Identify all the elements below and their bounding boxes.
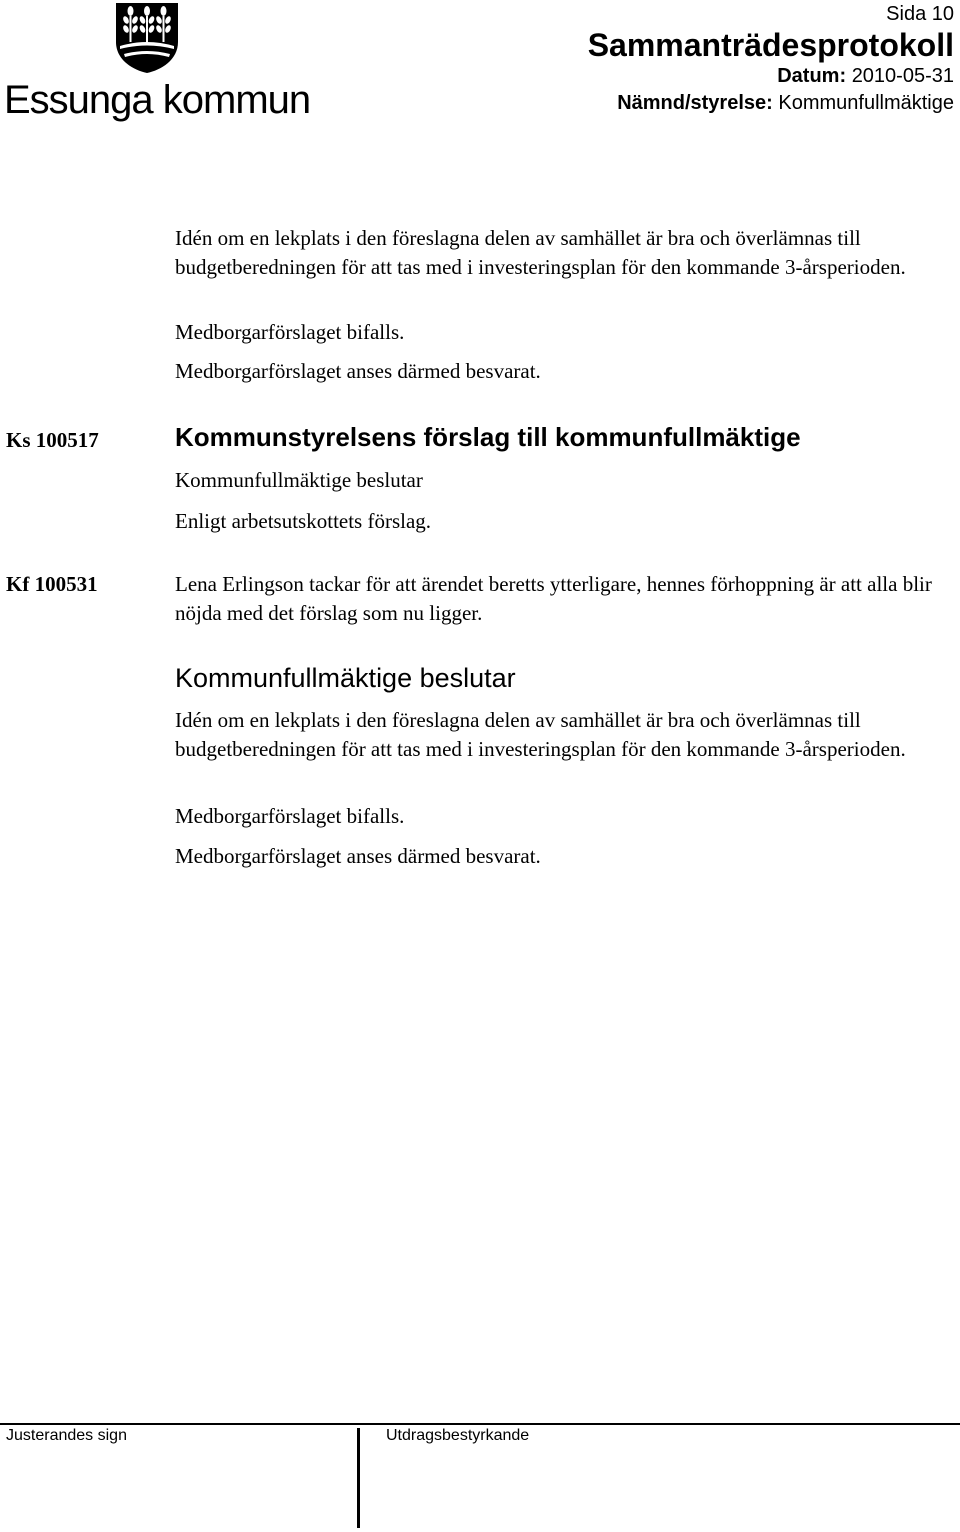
document-title: Sammanträdesprotokoll bbox=[587, 27, 954, 63]
date-label: Datum: bbox=[777, 65, 847, 87]
ks-heading: Kommunstyrelsens förslag till kommunfullmäktige bbox=[175, 422, 801, 452]
board-label: Nämnd/styrelse: bbox=[617, 92, 773, 114]
footer-divider bbox=[357, 1428, 360, 1528]
footer-signature-label: Justerandes sign bbox=[6, 1427, 127, 1444]
municipality-coat-of-arms-icon bbox=[115, 2, 179, 74]
footer-rule bbox=[0, 1423, 960, 1425]
decision-paragraph: Idén om en lekplats i den föreslagna delen av samhället är bra och överlämnas till budgetberedningen för att tas med i investeringsplan för den kommande 3-årsperioden. bbox=[175, 708, 906, 761]
footer-certification-label: Utdragsbestyrkande bbox=[386, 1427, 530, 1444]
decision-heading: Kommunfullmäktige beslutar bbox=[175, 663, 516, 693]
kf-reference: Kf 100531 bbox=[6, 572, 98, 596]
board-value: Kommunfullmäktige bbox=[778, 92, 954, 114]
intro-paragraph: Idén om en lekplats i den föreslagna delen av samhället är bra och överlämnas till budgetberedningen för att tas med i investeringsplan för den kommande 3-årsperioden. bbox=[175, 226, 906, 279]
ks-reference: Ks 100517 bbox=[6, 428, 99, 452]
ks-text: Enligt arbetsutskottets förslag. bbox=[175, 509, 432, 533]
decision-approved-text: Medborgarförslaget bifalls. bbox=[175, 804, 405, 828]
intro-approved-text: Medborgarförslaget bifalls. bbox=[175, 320, 405, 344]
ks-subheading: Kommunfullmäktige beslutar bbox=[175, 468, 423, 492]
page-number: Sida 10 bbox=[886, 3, 954, 25]
organization-name: Essunga kommun bbox=[4, 78, 311, 122]
board-line bbox=[617, 91, 954, 115]
intro-answered-text: Medborgarförslaget anses därmed besvarat. bbox=[175, 359, 541, 383]
date-line bbox=[777, 64, 954, 88]
date-value: 2010-05-31 bbox=[851, 65, 954, 87]
kf-paragraph: Lena Erlingson tackar för att ärendet beretts ytterligare, hennes förhoppning är att alla blir nöjda med det förslag som nu ligger. bbox=[175, 572, 932, 625]
decision-answered-text: Medborgarförslaget anses därmed besvarat. bbox=[175, 844, 541, 868]
